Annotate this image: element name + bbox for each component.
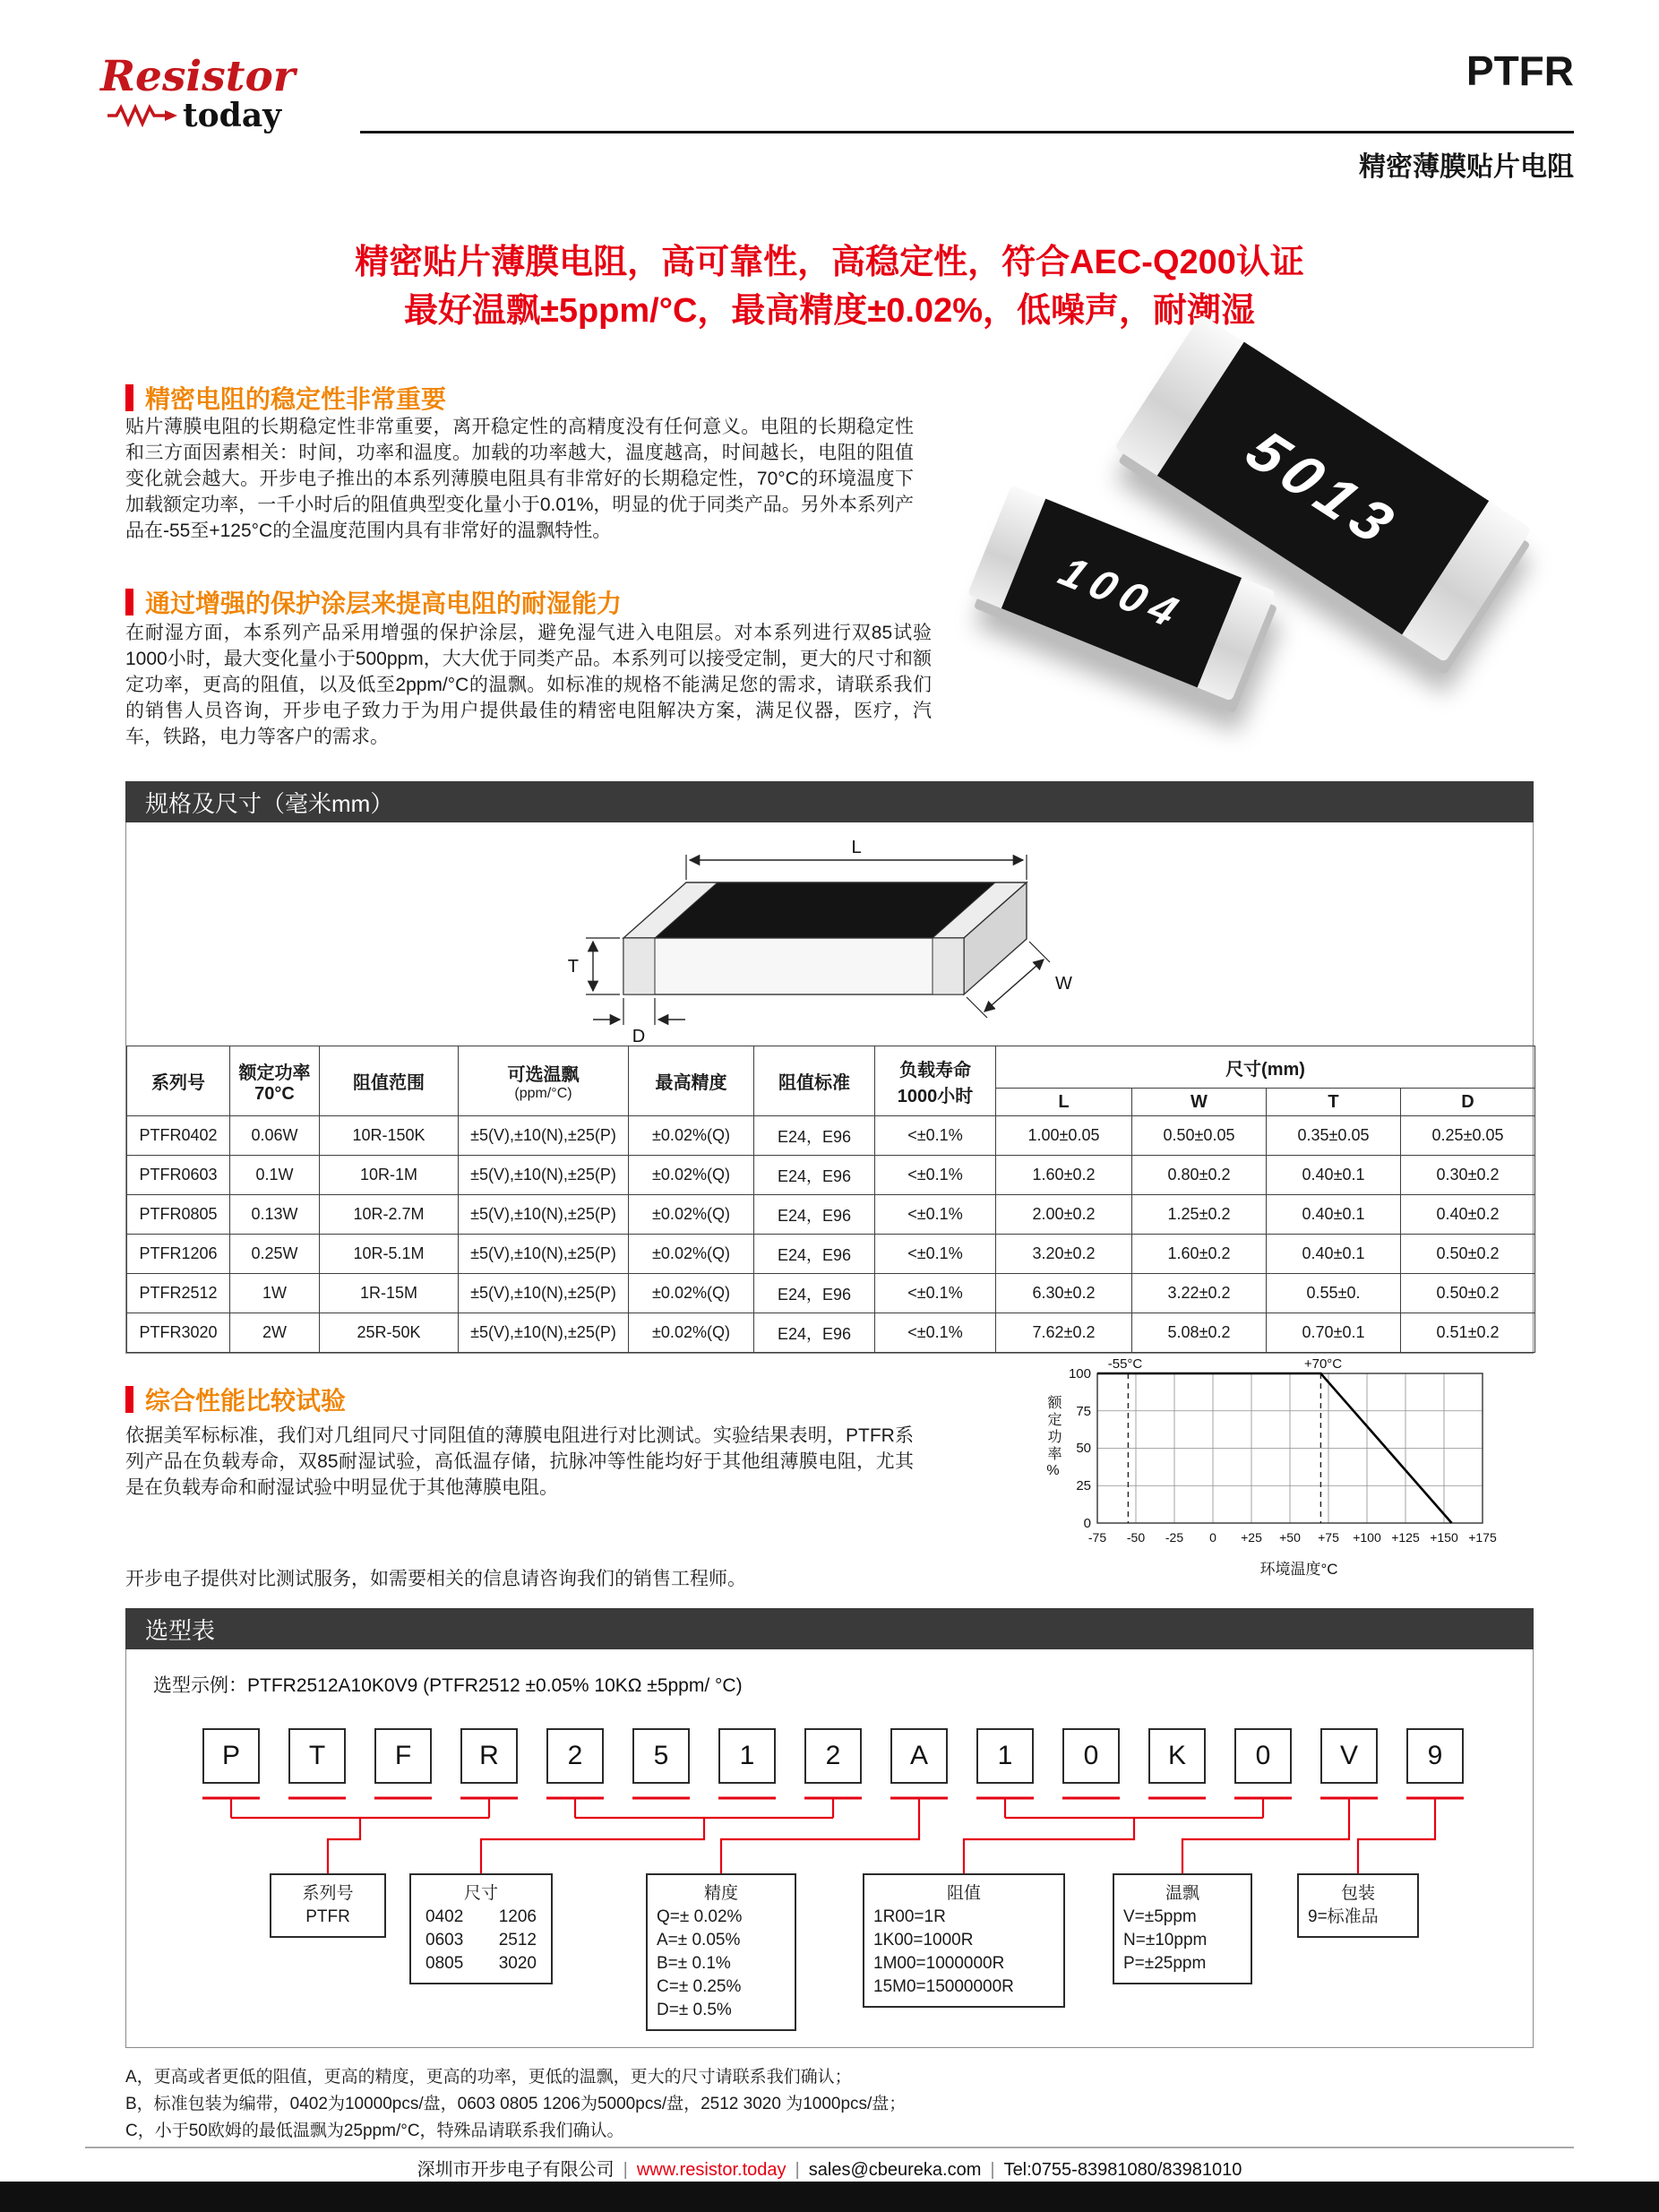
table-row (127, 1156, 1535, 1195)
code-box: P (202, 1728, 260, 1784)
email-link[interactable]: sales@cbeureka.com (808, 2160, 982, 2180)
table-row (127, 1235, 1535, 1274)
cell: 0.50±0.05 (1132, 1116, 1267, 1156)
footnote-c: C，小于50欧姆的最低温飘为25ppm/°C，特殊品请联系我们确认。 (125, 2122, 624, 2140)
packaging-group-box: 包装 9=标准品 (1297, 1873, 1419, 1938)
cell: E24，E96 (754, 1156, 875, 1195)
resistor-symbol-icon (106, 104, 181, 127)
code-box: 2 (804, 1728, 862, 1784)
cell: 1.00±0.05 (996, 1116, 1132, 1156)
bottom-bar (0, 2182, 1659, 2212)
cell: PTFR0603 (127, 1156, 230, 1195)
cell: 0.50±0.2 (1401, 1235, 1535, 1274)
cell: 0.55±0. (1267, 1274, 1401, 1313)
svg-text:25: 25 (1076, 1478, 1091, 1493)
cell: ±5(V),±10(N),±25(P) (459, 1274, 629, 1313)
svg-text:-25: -25 (1165, 1530, 1184, 1545)
chip-marking: 5013 (1233, 417, 1414, 559)
cell: ±0.02%(Q) (629, 1274, 754, 1313)
series-group-box: 系列号 PTFR (270, 1873, 386, 1938)
cell: 0.1W (230, 1156, 320, 1195)
cell: 10R-150K (320, 1116, 459, 1156)
product-code: PTFR (1466, 47, 1574, 94)
tcr-group-box: 温飘 V=±5ppm N=±10ppm P=±25ppm (1113, 1873, 1252, 1984)
product-subtitle: 精密薄膜贴片电阻 (1359, 152, 1574, 182)
cell: 25R-50K (320, 1313, 459, 1353)
col-header-dimensions: 尺寸(mm) (996, 1046, 1535, 1089)
cell: ±0.02%(Q) (629, 1235, 754, 1274)
cell: PTFR3020 (127, 1313, 230, 1353)
part-number-boxes (202, 1728, 1464, 1784)
phone-number: Tel:0755-83981080/83981010 (1003, 2160, 1242, 2180)
cell: E24，E96 (754, 1235, 875, 1274)
code-box: 0 (1062, 1728, 1120, 1784)
svg-text:+125: +125 (1391, 1530, 1420, 1545)
col-header-L: L (996, 1089, 1132, 1116)
cell: ±5(V),±10(N),±25(P) (459, 1235, 629, 1274)
header-divider (360, 131, 1574, 133)
col-header: 可选温飘 (ppm/°C) (459, 1046, 629, 1116)
cell: 1.60±0.2 (1132, 1235, 1267, 1274)
cell: 0.40±0.1 (1267, 1195, 1401, 1235)
code-box: A (890, 1728, 948, 1784)
cell: 6.30±0.2 (996, 1274, 1132, 1313)
cell: 0.13W (230, 1195, 320, 1235)
footnote-a: A，更高或者更低的阻值，更高的精度，更高的功率，更低的温飘，更大的尺寸请联系我们确认； (125, 2068, 852, 2087)
code-box: T (288, 1728, 346, 1784)
cell: ±0.02%(Q) (629, 1195, 754, 1235)
spec-table (126, 1046, 1535, 1353)
code-box: V (1320, 1728, 1378, 1784)
svg-text:+50: +50 (1279, 1530, 1301, 1545)
page-title-line1: 精密贴片薄膜电阻，高可靠性，高稳定性，符合AEC-Q200认证 (355, 244, 1304, 281)
section-marker (125, 589, 133, 615)
cell: E24，E96 (754, 1313, 875, 1353)
cell: 0.40±0.1 (1267, 1235, 1401, 1274)
cell: 2.00±0.2 (996, 1195, 1132, 1235)
svg-text:50: 50 (1076, 1441, 1091, 1456)
spec-section-header: 规格及尺寸（毫米mm） (125, 781, 1534, 822)
cell: 0.25W (230, 1235, 320, 1274)
svg-text:0: 0 (1209, 1530, 1216, 1545)
table-row (127, 1274, 1535, 1313)
brand-name-top: Resistor (100, 52, 296, 101)
cell: E24，E96 (754, 1116, 875, 1156)
brand-logo (100, 52, 296, 134)
cell: PTFR0805 (127, 1195, 230, 1235)
cell: <±0.1% (875, 1156, 996, 1195)
selection-example: 选型示例：PTFR2512A10K0V9 (PTFR2512 ±0.05% 10KΩ ±5ppm/ °C) (153, 1675, 743, 1696)
dim-label-D: D (632, 1027, 646, 1046)
footnote-b: B，标准包装为编带，0402为10000pcs/盘，0603 0805 1206为5000pcs/盘，2512 3020 为1000pcs/盘； (125, 2095, 907, 2113)
dimension-diagram (489, 835, 1170, 1046)
code-box: 9 (1406, 1728, 1464, 1784)
page-title (0, 238, 1659, 335)
cell: ±0.02%(Q) (629, 1313, 754, 1353)
selection-section-header: 选型表 (125, 1608, 1534, 1649)
cell: ±5(V),±10(N),±25(P) (459, 1195, 629, 1235)
cell: 1W (230, 1274, 320, 1313)
table-row (127, 1313, 1535, 1353)
table-row (127, 1195, 1535, 1235)
resistor-photo (972, 383, 1545, 715)
cell: E24，E96 (754, 1195, 875, 1235)
dim-label-L: L (851, 838, 862, 857)
svg-text:-50: -50 (1126, 1530, 1146, 1545)
cell: 1R-15M (320, 1274, 459, 1313)
footer-divider (85, 2147, 1574, 2148)
moisture-paragraph: 在耐湿方面，本系列产品采用增强的保护涂层，避免湿气进入电阻层。对本系列进行双85试验1000小时，最大变化量小于500ppm，大大优于同类产品。本系列可以接受定制，更大的尺寸和额定功率，更高的阻值，以及低至2ppm/°C的温飘。如标准的规格不能满足您的需求，请联系我们的销售人员咨询，开步电子致力于为用户提供最佳的精密电阻解决方案，满足仪器，医疗，汽车，铁路，电力等客户的需求。 (125, 623, 932, 747)
cell: 0.50±0.2 (1401, 1274, 1535, 1313)
stability-paragraph: 贴片薄膜电阻的长期稳定性非常重要，离开稳定性的高精度没有任何意义。电阻的长期稳定性和三方面因素相关：时间，功率和温度。加载的功率越大，温度越高，时间越长，电阻的阻值变化就会越大。开步电子推出的本系列薄膜电阻具有非常好的长期稳定性，70°C的环境温度下加载额定功率，一千小时后的阻值典型变化量小于0.01%，明显的优于同类产品。另外本系列产品在-55至+125°C的全温度范围内具有非常好的温飘特性。 (125, 417, 914, 541)
dim-label-W: W (1055, 974, 1072, 994)
section-marker (125, 1386, 133, 1413)
chip-marking: 1004 (1051, 547, 1192, 639)
comparison-paragraph-2: 开步电子提供对比测试服务，如需要相关的信息请咨询我们的销售工程师。 (125, 1569, 746, 1589)
table-header-row (127, 1046, 1535, 1089)
cell: 0.80±0.2 (1132, 1156, 1267, 1195)
website-link[interactable]: www.resistor.today (636, 2160, 787, 2180)
dim-label-T: T (567, 957, 579, 977)
col-header: 最高精度 (629, 1046, 754, 1116)
code-box: R (460, 1728, 518, 1784)
cell: <±0.1% (875, 1274, 996, 1313)
chart-y-axis-label: 额定功率% (1045, 1395, 1061, 1481)
code-box: 1 (976, 1728, 1034, 1784)
svg-text:+75: +75 (1318, 1530, 1339, 1545)
code-box: K (1148, 1728, 1206, 1784)
cell: 0.25±0.05 (1401, 1116, 1535, 1156)
derating-chart-plot (1012, 1357, 1550, 1590)
cell: PTFR1206 (127, 1235, 230, 1274)
selection-section (125, 1608, 1534, 2048)
cell: 0.40±0.1 (1267, 1156, 1401, 1195)
cell: ±5(V),±10(N),±25(P) (459, 1116, 629, 1156)
col-header: 负载寿命 1000小时 (875, 1046, 996, 1116)
company-name: 深圳市开步电子有限公司 (417, 2160, 615, 2180)
cell: 0.35±0.05 (1267, 1116, 1401, 1156)
footnotes (125, 2064, 906, 2145)
svg-text:+150: +150 (1430, 1530, 1458, 1545)
svg-text:100: 100 (1068, 1366, 1091, 1381)
cell: 0.06W (230, 1116, 320, 1156)
section-marker (125, 384, 133, 411)
cell: ±0.02%(Q) (629, 1116, 754, 1156)
spec-section (125, 781, 1534, 1354)
cell: 0.51±0.2 (1401, 1313, 1535, 1353)
cell: ±5(V),±10(N),±25(P) (459, 1156, 629, 1195)
svg-text:75: 75 (1076, 1404, 1091, 1419)
annotation-minus-55: -55°C (1107, 1357, 1143, 1372)
cell: ±0.02%(Q) (629, 1156, 754, 1195)
cell: ±5(V),±10(N),±25(P) (459, 1313, 629, 1353)
cell: 5.08±0.2 (1132, 1313, 1267, 1353)
cell: 10R-5.1M (320, 1235, 459, 1274)
derating-chart (1012, 1357, 1550, 1590)
svg-text:+100: +100 (1353, 1530, 1381, 1545)
code-box: 1 (718, 1728, 776, 1784)
tolerance-group-box: 精度 Q=± 0.02% A=± 0.05% B=± 0.1% C=± 0.25% D=± 0.5% (646, 1873, 796, 2031)
cell: 2W (230, 1313, 320, 1353)
size-group-box: 尺寸 0402 1206 0603 2512 0805 3020 (409, 1873, 553, 1984)
cell: 7.62±0.2 (996, 1313, 1132, 1353)
cell: PTFR2512 (127, 1274, 230, 1313)
annotation-plus-70: +70°C (1303, 1357, 1343, 1372)
code-box: 2 (546, 1728, 604, 1784)
cell: 10R-2.7M (320, 1195, 459, 1235)
cell: 1.60±0.2 (996, 1156, 1132, 1195)
table-row (127, 1116, 1535, 1156)
cell: E24，E96 (754, 1274, 875, 1313)
section-heading-moisture: 通过增强的保护涂层来提高电阻的耐湿能力 (125, 584, 622, 620)
col-header: 额定功率 70°C (230, 1046, 320, 1116)
brand-name-bottom: today (183, 97, 282, 134)
cell: <±0.1% (875, 1313, 996, 1353)
col-header: 系列号 (127, 1046, 230, 1116)
col-header-D: D (1401, 1089, 1535, 1116)
col-header-T: T (1267, 1089, 1401, 1116)
chart-x-axis-label: 环境温度°C (1259, 1561, 1338, 1578)
cell: <±0.1% (875, 1195, 996, 1235)
comparison-paragraph-1: 依据美军标标准，我们对几组同尺寸同阻值的薄膜电阻进行对比测试。实验结果表明，PTFR系列产品在负载寿命，双85耐湿试验，高低温存储，抗脉冲等性能均好于其他组薄膜电阻，尤其是在负载寿命和耐湿试验中明显优于其他薄膜电阻。 (125, 1425, 914, 1498)
code-box: F (374, 1728, 432, 1784)
cell: 3.20±0.2 (996, 1235, 1132, 1274)
code-box: 5 (632, 1728, 690, 1784)
cell: 10R-1M (320, 1156, 459, 1195)
code-box: 0 (1234, 1728, 1292, 1784)
col-header: 阻值标准 (754, 1046, 875, 1116)
section-heading-stability: 精密电阻的稳定性非常重要 (125, 380, 446, 416)
svg-text:0: 0 (1083, 1516, 1091, 1531)
cell: 0.70±0.1 (1267, 1313, 1401, 1353)
cell: 1.25±0.2 (1132, 1195, 1267, 1235)
svg-text:+25: +25 (1241, 1530, 1262, 1545)
selector-connectors (126, 1649, 1533, 2048)
cell: 3.22±0.2 (1132, 1274, 1267, 1313)
cell: <±0.1% (875, 1116, 996, 1156)
footer: 深圳市开步电子有限公司 | www.resistor.today | sales@cbeureka.com | Tel:0755-83981080/83981010 (417, 2160, 1242, 2180)
page-title-line2: 最好温飘±5ppm/°C，最高精度±0.02%，低噪声，耐潮湿 (403, 292, 1255, 330)
svg-text:+175: +175 (1468, 1530, 1497, 1545)
svg-text:-75: -75 (1087, 1530, 1107, 1545)
cell: PTFR0402 (127, 1116, 230, 1156)
cell: <±0.1% (875, 1235, 996, 1274)
section-heading-comparison: 综合性能比较试验 (125, 1381, 346, 1417)
col-header: 阻值范围 (320, 1046, 459, 1116)
resistance-group-box: 阻值 1R00=1R 1K00=1000R 1M00=1000000R 15M0=15000000R (863, 1873, 1065, 2008)
col-header-W: W (1132, 1089, 1267, 1116)
cell: 0.30±0.2 (1401, 1156, 1535, 1195)
cell: 0.40±0.2 (1401, 1195, 1535, 1235)
